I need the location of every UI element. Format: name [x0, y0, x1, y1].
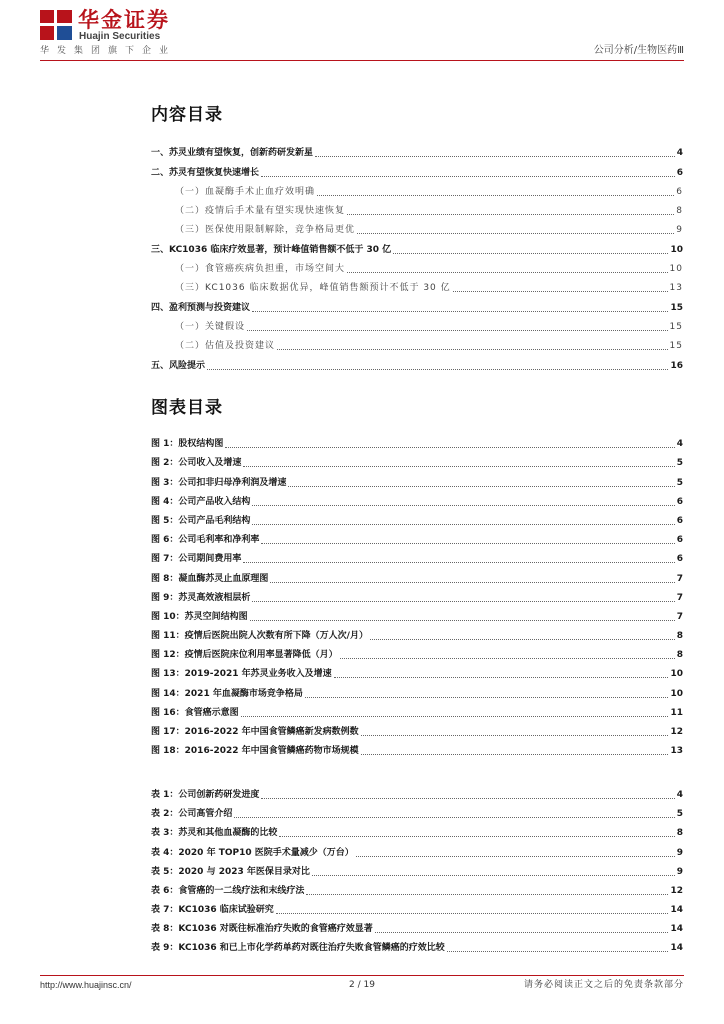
toc-entry-label[interactable]: 五、风险提示: [151, 360, 206, 371]
footer-divider: [40, 975, 684, 976]
tables-list: [151, 782, 683, 954]
figure-entry-label[interactable]: 图 11：疫情后医院出院人次数有所下降（万人次/月）: [151, 631, 368, 642]
dot-leader: [279, 836, 674, 837]
table-entry-label[interactable]: 表 4：2020 年 TOP10 医院手术量减少（万台）: [151, 847, 354, 858]
toc-entry-page-number[interactable]: 4: [676, 148, 683, 159]
figure-entry-page-number[interactable]: 6: [676, 535, 683, 546]
toc-entry-page-number[interactable]: 10: [669, 264, 683, 275]
dot-leader: [357, 233, 674, 234]
figure-entry[interactable]: [151, 565, 683, 584]
dot-leader: [252, 311, 668, 312]
dot-leader: [306, 894, 668, 895]
dot-leader: [243, 562, 674, 563]
figure-entry-label[interactable]: 图 5：公司产品毛利结构: [151, 515, 251, 526]
figure-entry-label[interactable]: 图 12：疫情后医院床位利用率显著降低（月）: [151, 650, 338, 661]
toc-entry[interactable]: [151, 294, 683, 313]
table-entry-page-number[interactable]: 9: [676, 866, 683, 877]
dot-leader: [276, 913, 669, 914]
toc-entry-page-number[interactable]: 8: [676, 206, 683, 217]
toc-entry-page-number[interactable]: 15: [670, 302, 683, 313]
figure-entry-page-number[interactable]: 5: [676, 477, 683, 488]
table-entry-label[interactable]: 表 8：KC1036 对既往标准治疗失败的食管癌疗效显著: [151, 924, 373, 935]
dot-leader: [234, 817, 674, 818]
figure-entry-page-number[interactable]: 6: [676, 554, 683, 565]
dot-leader: [250, 620, 675, 621]
logo-text-en: Huajin Securities: [79, 31, 161, 42]
figure-entry[interactable]: [151, 546, 683, 565]
table-entry-label[interactable]: 表 1：公司创新药研发进度: [151, 790, 260, 801]
dot-leader: [288, 486, 674, 487]
dot-leader: [270, 582, 674, 583]
figure-entry[interactable]: [151, 585, 683, 604]
dot-leader: [375, 932, 669, 933]
figure-entry-page-number[interactable]: 6: [676, 515, 683, 526]
toc-entry[interactable]: [151, 333, 683, 352]
table-entry[interactable]: [151, 916, 683, 935]
figure-entry-label[interactable]: 图 10：苏灵空间结构图: [151, 611, 248, 622]
company-tagline: 华发集团旗下企业: [40, 46, 177, 56]
table-entry-label[interactable]: 表 6：食管癌的一二线疗法和末线疗法: [151, 885, 305, 896]
figure-entry-page-number[interactable]: 11: [670, 707, 683, 718]
toc-entry-page-number[interactable]: 15: [669, 341, 683, 352]
figure-entry-label[interactable]: 图 16：食管癌示意图: [151, 707, 239, 718]
dot-leader: [252, 505, 674, 506]
dot-leader: [261, 176, 675, 177]
footer-url-link[interactable]: http://www.huajinsc.cn/: [40, 980, 132, 990]
figure-entry[interactable]: [151, 642, 683, 661]
dot-leader: [305, 697, 669, 698]
figure-entry-page-number[interactable]: 4: [676, 439, 683, 450]
table-entry-page-number[interactable]: 12: [670, 885, 683, 896]
figure-entry-page-number[interactable]: 13: [670, 746, 683, 757]
dot-leader: [243, 466, 674, 467]
table-entry-page-number[interactable]: 5: [676, 809, 683, 820]
dot-leader: [252, 524, 674, 525]
toc-entry-label[interactable]: （一）关键假设: [175, 321, 246, 332]
dot-leader: [277, 349, 668, 350]
toc-entry[interactable]: [151, 179, 683, 198]
logo-text-cn: 华金证券: [78, 8, 170, 32]
table-entry[interactable]: [151, 839, 683, 858]
table-entry-page-number[interactable]: 14: [670, 924, 683, 935]
dot-leader: [241, 716, 669, 717]
figure-entry-label[interactable]: 图 17：2016-2022 年中国食管鳞癌新发病数例数: [151, 727, 359, 737]
figure-entry-page-number[interactable]: 8: [676, 631, 683, 642]
figure-entry[interactable]: [151, 489, 683, 508]
figure-entry[interactable]: [151, 450, 683, 469]
dot-leader: [347, 214, 674, 215]
contents-section: [151, 104, 683, 372]
figure-entry-label[interactable]: 图 1：股权结构图: [151, 439, 224, 450]
toc-entry[interactable]: [151, 352, 683, 371]
toc-entry-label[interactable]: 二、苏灵有望恢复快速增长: [151, 167, 260, 178]
table-entry[interactable]: [151, 782, 683, 801]
figure-entry[interactable]: [151, 700, 683, 719]
figure-entry[interactable]: [151, 469, 683, 488]
figures-list: [151, 431, 683, 757]
toc-entry[interactable]: [151, 198, 683, 217]
figure-entry-page-number[interactable]: 7: [676, 592, 683, 603]
table-entry-page-number[interactable]: 9: [676, 847, 683, 858]
figure-entry[interactable]: [151, 431, 683, 450]
table-entry[interactable]: [151, 878, 683, 897]
toc-entry-page-number[interactable]: 6: [676, 186, 683, 197]
table-entry[interactable]: [151, 897, 683, 916]
table-entry[interactable]: [151, 820, 683, 839]
dot-leader: [247, 330, 668, 331]
table-entry-label[interactable]: 表 2：公司高管介绍: [151, 809, 233, 820]
dot-leader: [370, 639, 675, 640]
toc-entry-label[interactable]: 一、苏灵业绩有望恢复，创新药研发新星: [151, 148, 314, 159]
dot-leader: [261, 543, 674, 544]
figure-entry-label[interactable]: 图 6：公司毛利率和净利率: [151, 535, 260, 546]
figure-entry[interactable]: [151, 738, 683, 757]
table-entry-label[interactable]: 表 9：KC1036 和已上市化学药单药对既往治疗失败食管鳞癌的疗效比较: [151, 943, 445, 954]
toc-entry[interactable]: [151, 314, 683, 333]
table-entry-page-number[interactable]: 14: [670, 943, 683, 954]
dot-leader: [347, 272, 668, 273]
figure-entry-label[interactable]: 图 14：2021 年血凝酶市场竞争格局: [151, 688, 303, 699]
page-indicator: 2 / 19: [349, 980, 375, 990]
table-entry-page-number[interactable]: 14: [670, 904, 683, 915]
header-divider: [40, 60, 684, 61]
figure-entry-label[interactable]: 图 9：苏灵高效液相层析: [151, 592, 251, 603]
table-entry[interactable]: [151, 801, 683, 820]
figure-entry-page-number[interactable]: 6: [676, 496, 683, 507]
figure-entry[interactable]: [151, 661, 683, 680]
toc-entry-page-number[interactable]: 6: [676, 167, 683, 178]
figure-entry-label[interactable]: 图 4：公司产品收入结构: [151, 496, 251, 507]
contents-list: [151, 140, 683, 372]
dot-leader: [261, 798, 674, 799]
toc-entry-page-number[interactable]: 16: [670, 360, 683, 371]
table-entry-label[interactable]: 表 5：2020 与 2023 年医保目录对比: [151, 866, 310, 877]
figure-entry-page-number[interactable]: 5: [676, 458, 683, 469]
figure-entry[interactable]: [151, 680, 683, 699]
table-entry-label[interactable]: 表 3：苏灵和其他血凝酶的比较: [151, 828, 278, 839]
figure-entry-label[interactable]: 图 18：2016-2022 年中国食管鳞癌药物市场规模: [151, 746, 359, 757]
table-entry[interactable]: [151, 935, 683, 954]
toc-entry-label[interactable]: （一）食管癌疾病负担重，市场空间大: [175, 264, 346, 275]
figure-entry-page-number[interactable]: 10: [670, 688, 683, 699]
tables-section: [151, 782, 683, 954]
figure-entry[interactable]: [151, 527, 683, 546]
figure-entry[interactable]: [151, 719, 683, 738]
figure-entry-label[interactable]: 图 8：凝血酶苏灵止血原理图: [151, 573, 269, 584]
toc-entry-label[interactable]: （二）估值及投资建议: [175, 341, 276, 352]
table-entry-label[interactable]: 表 7：KC1036 临床试验研究: [151, 904, 274, 915]
dot-leader: [340, 658, 675, 659]
figure-entry-page-number[interactable]: 12: [670, 727, 683, 737]
toc-entry[interactable]: [151, 256, 683, 275]
dot-leader: [361, 735, 669, 736]
toc-entry-label[interactable]: （三）医保使用限制解除，竞争格局更优: [175, 225, 356, 236]
figure-entry-label[interactable]: 图 7：公司期间费用率: [151, 554, 242, 565]
figure-entry-page-number[interactable]: 7: [676, 573, 683, 584]
toc-entry-label[interactable]: 四、盈利预测与投资建议: [151, 302, 251, 313]
toc-entry[interactable]: [151, 217, 683, 236]
toc-entry-page-number[interactable]: 10: [670, 244, 683, 255]
dot-leader: [252, 601, 674, 602]
figure-entry-page-number[interactable]: 8: [676, 650, 683, 661]
toc-entry[interactable]: [151, 275, 683, 294]
figure-entry-label[interactable]: 图 13：2019-2021 年苏灵业务收入及增速: [151, 669, 332, 680]
table-entry[interactable]: [151, 859, 683, 878]
toc-entry[interactable]: [151, 236, 683, 255]
toc-entry[interactable]: [151, 140, 683, 159]
toc-entry-label[interactable]: （三）KC1036 临床数据优异，峰值销售额预计不低于 30 亿: [175, 283, 451, 294]
toc-entry-label[interactable]: （二）疫情后手术量有望实现快速恢复: [175, 206, 346, 217]
dot-leader: [334, 677, 669, 678]
dot-leader: [225, 447, 674, 448]
toc-entry-page-number[interactable]: 9: [676, 225, 683, 236]
dot-leader: [317, 195, 674, 196]
toc-entry-label[interactable]: 三、KC1036 临床疗效显著，预计峰值销售额不低于 30 亿: [151, 244, 392, 255]
figures-section: [151, 397, 683, 757]
table-entry-page-number[interactable]: 8: [676, 828, 683, 839]
contents-title: 内容目录: [151, 105, 223, 125]
table-entry-page-number[interactable]: 4: [676, 790, 683, 801]
toc-entry[interactable]: [151, 159, 683, 178]
figure-entry-page-number[interactable]: 10: [670, 669, 683, 680]
figure-entry-label[interactable]: 图 3：公司扣非归母净利润及增速: [151, 477, 287, 488]
dot-leader: [312, 875, 675, 876]
figure-entry-page-number[interactable]: 7: [676, 611, 683, 622]
dot-leader: [361, 754, 669, 755]
dot-leader: [447, 951, 669, 952]
footer-disclaimer: 请务必阅读正文之后的免责条款部分: [523, 980, 684, 990]
figure-entry-label[interactable]: 图 2：公司收入及增速: [151, 458, 242, 469]
dot-leader: [315, 156, 675, 157]
dot-leader: [356, 856, 675, 857]
report-category: 公司分析/生物医药Ⅲ: [593, 45, 684, 56]
figure-entry[interactable]: [151, 508, 683, 527]
toc-entry-page-number[interactable]: 15: [669, 321, 683, 332]
toc-entry-label[interactable]: （一）血凝酶手术止血疗效明确: [175, 186, 316, 197]
figures-title: 图表目录: [151, 398, 223, 418]
dot-leader: [393, 253, 668, 254]
dot-leader: [207, 369, 668, 370]
huajin-logo-icon: [40, 10, 72, 40]
dot-leader: [453, 291, 668, 292]
figure-entry[interactable]: [151, 623, 683, 642]
toc-entry-page-number[interactable]: 13: [669, 283, 683, 294]
figure-entry[interactable]: [151, 604, 683, 623]
